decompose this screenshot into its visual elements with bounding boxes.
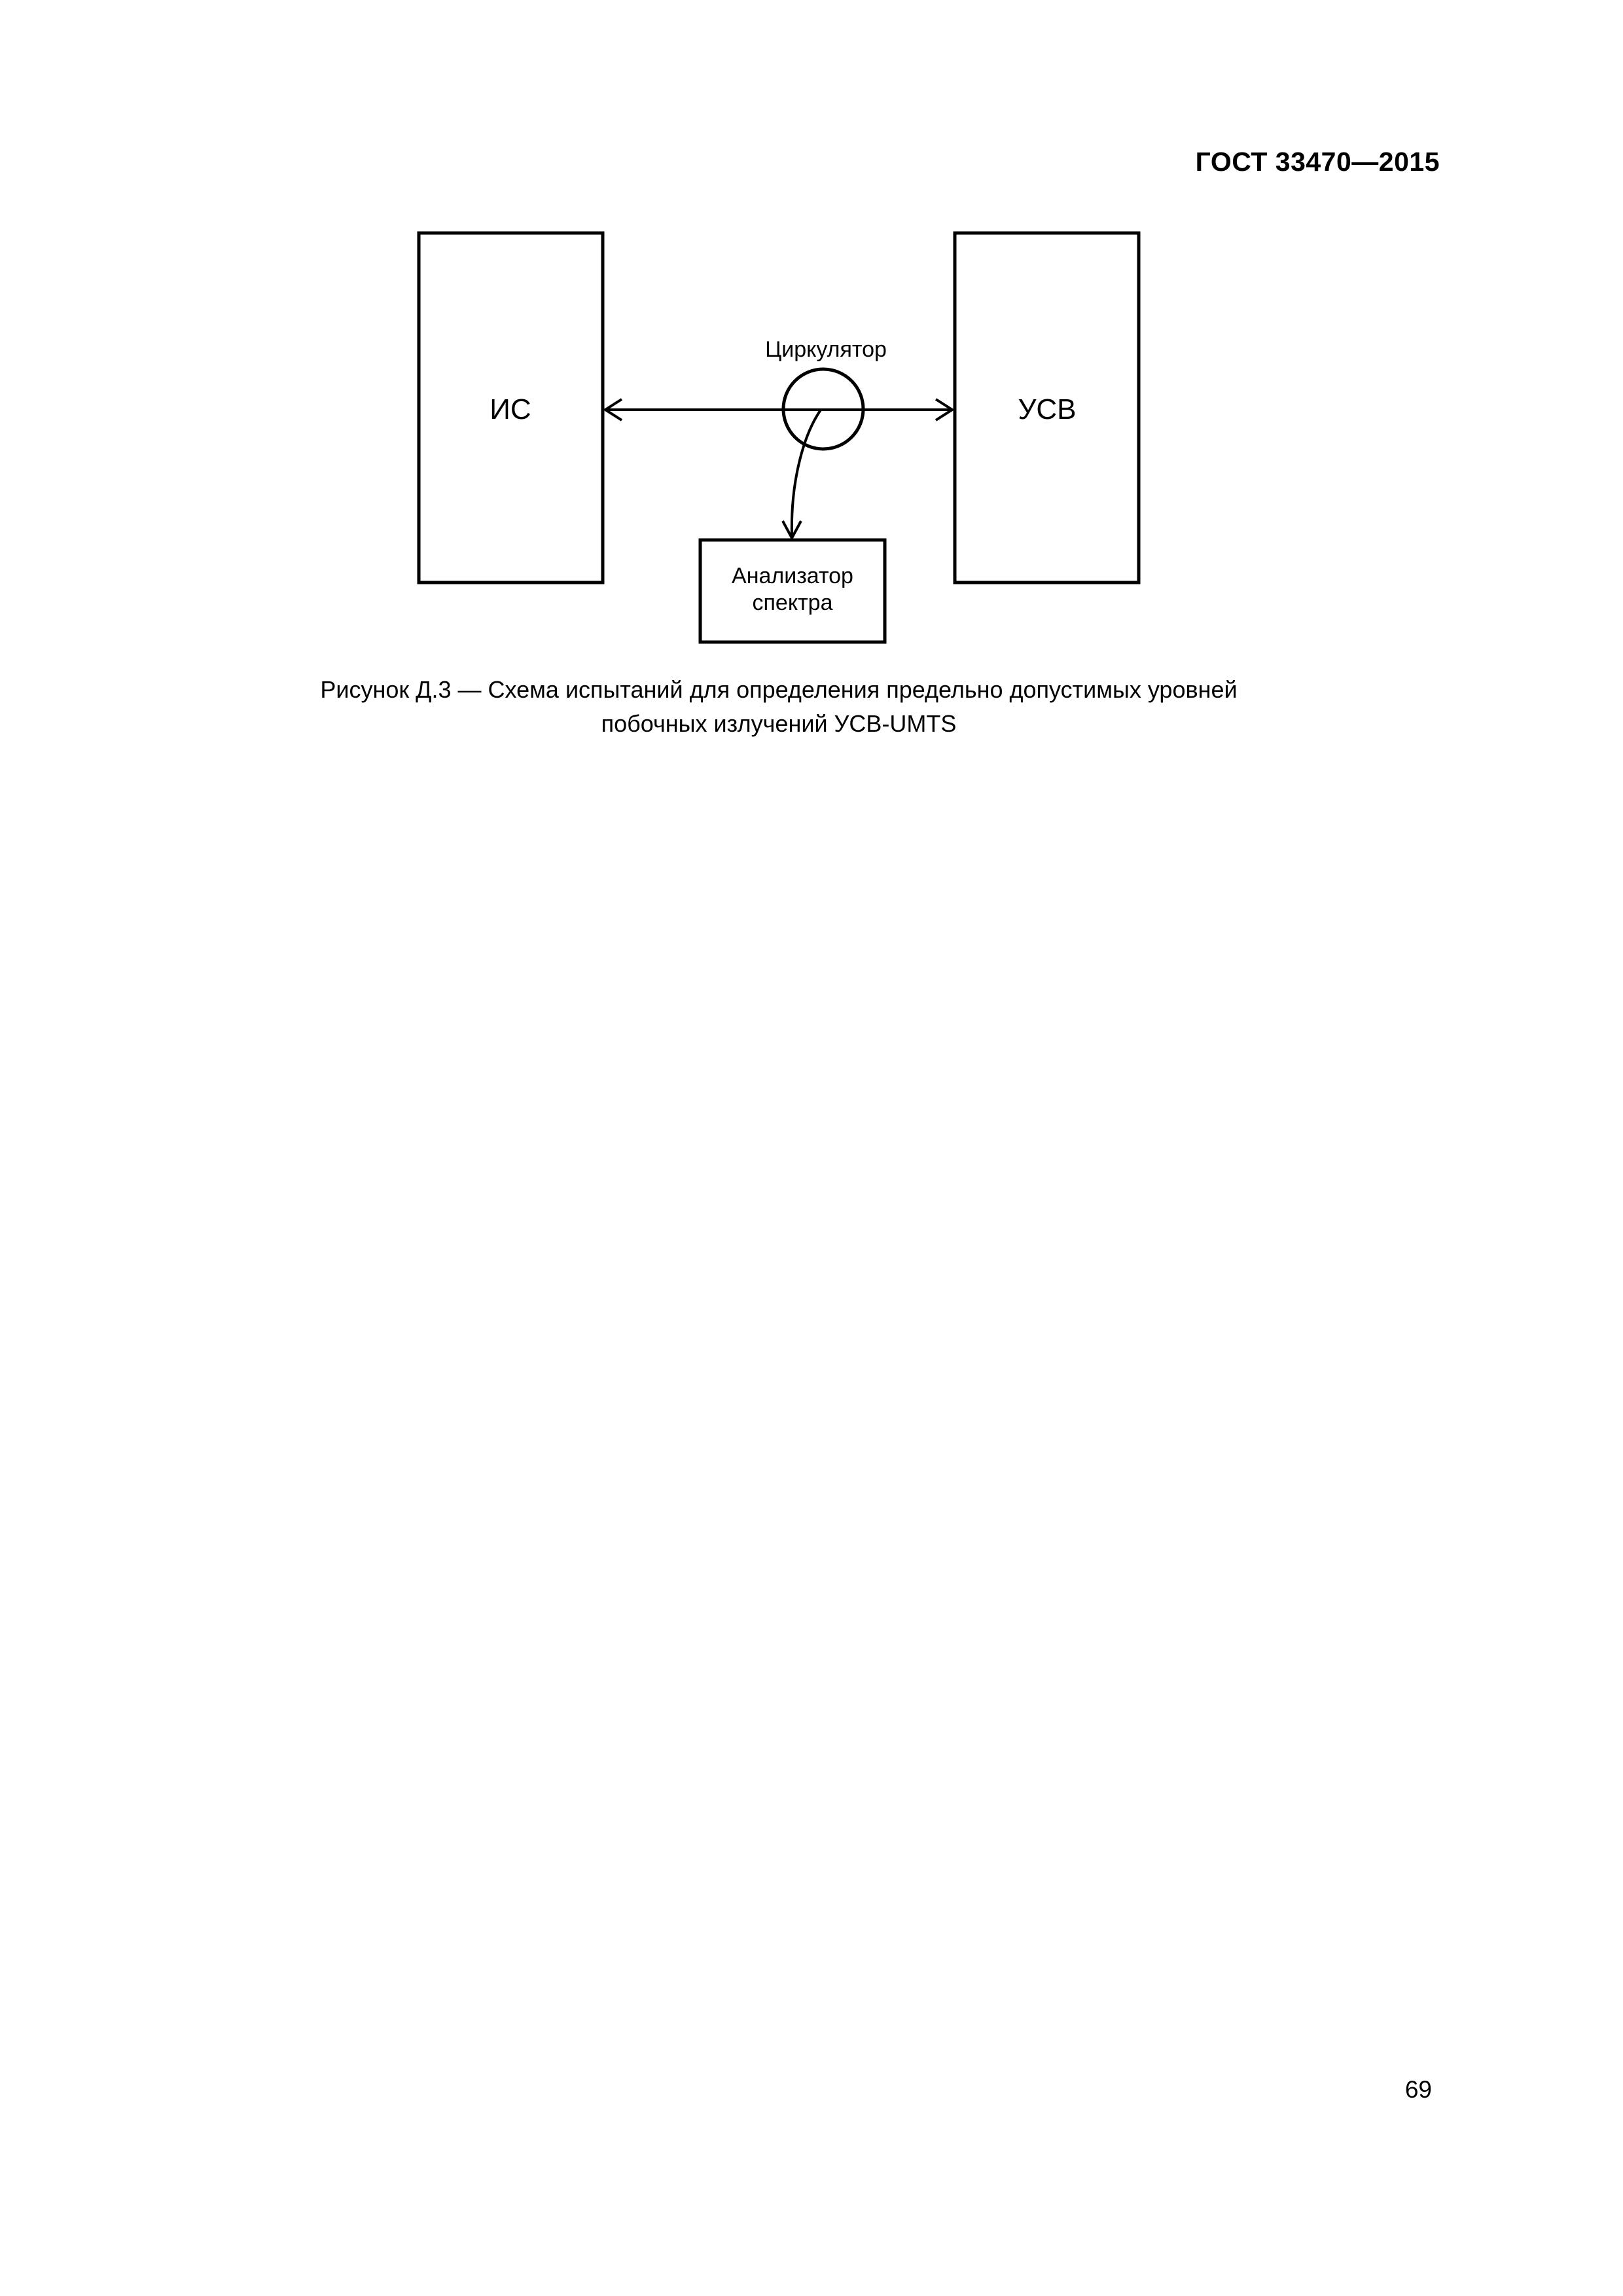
- is-block: [419, 233, 603, 583]
- page-number: 69: [1404, 2076, 1432, 2103]
- analyzer-label-line1: Анализатор: [732, 564, 853, 588]
- analyzer-block: [700, 540, 885, 642]
- figure-caption: [196, 673, 1361, 741]
- caption-line-2: побочных излучений УСВ-UMTS: [601, 710, 957, 737]
- circulator-label: Циркулятор: [765, 337, 887, 362]
- circulator: [765, 337, 887, 449]
- caption-line-1: Рисунок Д.3 — Схема испытаний для определения предельно допустимых уровней: [320, 676, 1238, 703]
- analyzer-label-line2: спектра: [752, 590, 833, 615]
- usv-block: [955, 233, 1139, 583]
- analyzer-feed-path: [792, 409, 821, 535]
- is-label: ИС: [490, 393, 531, 425]
- usv-label: УСВ: [1018, 393, 1077, 425]
- signal-line: [605, 399, 952, 420]
- standard-code: ГОСТ 33470—2015: [1195, 147, 1440, 177]
- test-setup-diagram: [0, 0, 1623, 720]
